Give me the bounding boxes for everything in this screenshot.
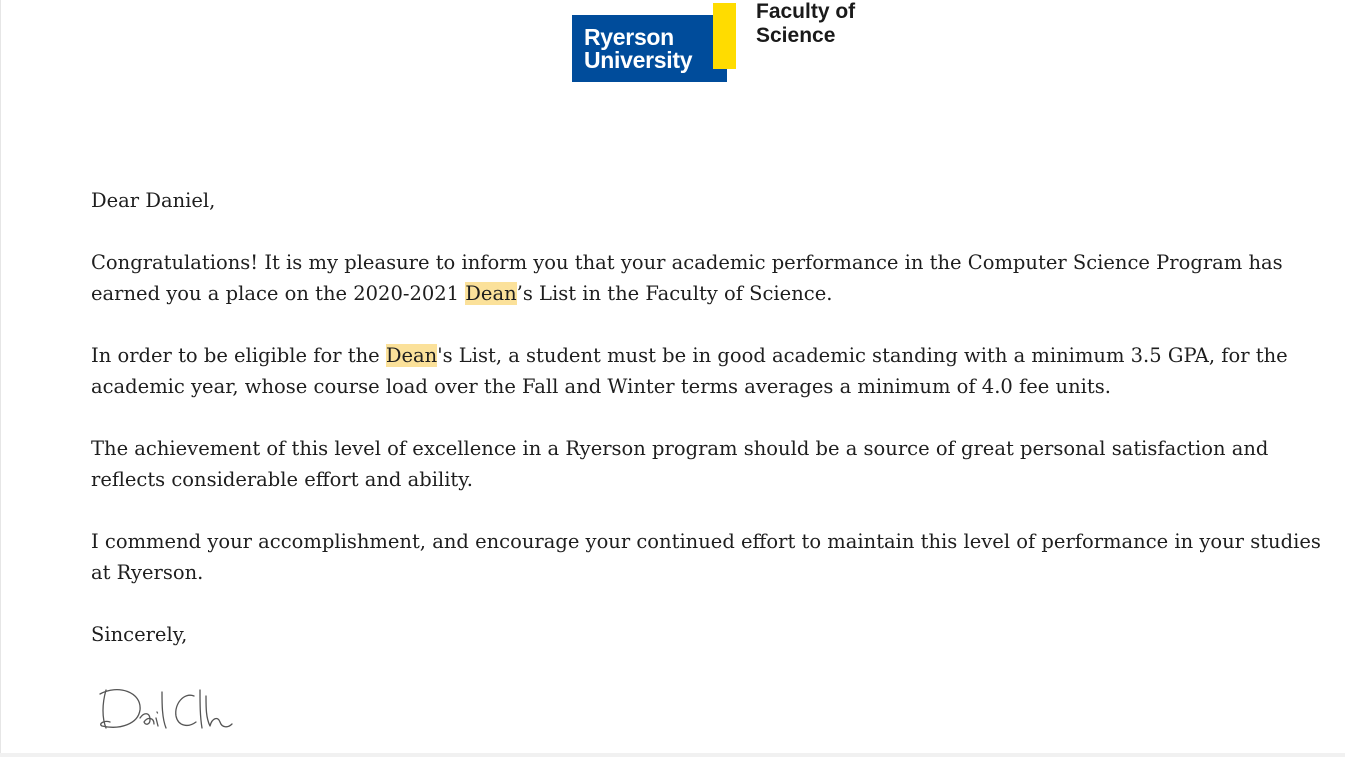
closing: Sincerely, [91,623,188,646]
logo-faculty-name [756,0,855,48]
logo-yellow-bar [713,3,736,69]
paragraph-2-text: In order to be eligible for the [91,344,386,367]
handwritten-signature [96,684,256,736]
paragraph-eligibility [91,340,1341,402]
paragraph-1-text-end: ’s List in the Faculty of Science. [516,282,833,305]
logo-university-line2: University [584,47,693,73]
greeting: Dear Daniel, [91,189,216,212]
search-highlight: Dean [465,282,517,305]
logo-blue-box [572,15,727,82]
logo-faculty-line1: Faculty of [756,0,856,23]
paragraph-achievement: The achievement of this level of excellence in a Ryerson program should be a source of great personal satisfaction and reflects considerable effort and ability. [91,437,1269,491]
paragraph-congratulations [91,247,1341,309]
search-highlight: Dean [385,344,438,367]
paragraph-commendation: I commend your accomplishment, and encourage your continued effort to maintain this level of performance in your studies at Ryerson. [91,530,1321,584]
page-edge [0,0,1,757]
paragraph-1-text: Congratulations! It is my pleasure to inform you that your academic performance in the Computer Science Program has earned you a place on the 2020-2021 [91,251,1283,305]
letter-body [91,185,1341,681]
paragraph-2-text-end: 's List, a student must be in good academic standing with a minimum 3.5 GPA, for the academic year, whose course load over the Fall and Winter terms averages a minimum of 4.0 fee units. [91,344,1288,398]
university-logo [571,0,871,83]
bottom-border [0,753,1345,757]
logo-faculty-line2: Science [756,24,836,47]
logo-university-line1: Ryerson [584,24,674,50]
